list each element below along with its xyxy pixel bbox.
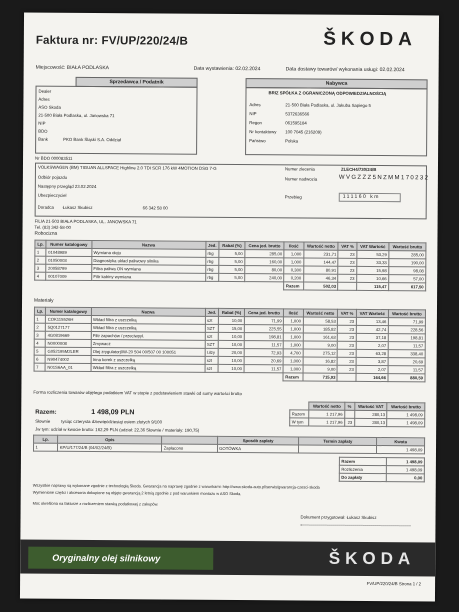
cell: 23 xyxy=(338,349,356,357)
buyer-nip: 5372636566 xyxy=(285,111,310,117)
skoda-logo: ŠKODA xyxy=(323,28,417,51)
cell: 42,74 xyxy=(356,325,388,333)
oil-banner-text: Oryginalny olej silnikowy xyxy=(28,547,213,570)
footer-note-2: Wymienione części i akcesoria dokupione są objęte gwarancją 2 letnią zgodnie z pod warunkiem montażu w ASO Skoda. xyxy=(32,489,242,497)
cell: 23 xyxy=(338,258,356,266)
cell: 1,000 xyxy=(284,317,303,325)
cell: 11,57 xyxy=(244,365,283,373)
cell: 1,000 xyxy=(284,250,303,258)
cell: 198,81 xyxy=(244,333,283,341)
labour-table xyxy=(34,240,426,292)
cell: Wymiana oleju xyxy=(91,249,205,258)
issue-date: Data wystawienia: 02.02.2024 xyxy=(193,65,261,73)
cell: Wkład filtra z uszczelką xyxy=(91,316,205,325)
cell: 5,00 xyxy=(219,273,245,281)
cell: 10,00 xyxy=(218,364,244,372)
cell: 5,00 xyxy=(219,249,245,257)
cell: Olej zrygulatorj0W-20 504 00/507 00 100051 xyxy=(91,348,205,357)
cell: rbg xyxy=(205,273,219,281)
materials-sum-net: 715,93 xyxy=(303,373,338,381)
pay-col-method: Sposób zapłaty xyxy=(217,436,299,445)
footer-note-3: Moc określona na fakturze z rozliczeniem stawką podatkowej z zakupów. xyxy=(32,500,159,507)
signature-line xyxy=(300,525,410,527)
cell: szt xyxy=(205,316,219,324)
cell: 15,00 xyxy=(219,324,245,332)
page-footer: FV/UP/220/24/B Strona 1 / 2 xyxy=(366,580,422,587)
cell: 6 xyxy=(34,355,45,363)
vin: WVGZZZ5NZMM170232 xyxy=(338,174,430,182)
client-phone: Tel. (83) 342-58-00 xyxy=(34,224,71,230)
cell: 198,81 xyxy=(388,334,425,342)
cell: 9,00 xyxy=(303,341,338,349)
totals-corner xyxy=(290,402,309,410)
table-row xyxy=(33,443,424,454)
cell: 1 217,96 xyxy=(309,410,345,418)
buyer-country: Polska xyxy=(285,138,299,144)
cell: 3 xyxy=(35,264,46,272)
cell: 37,18 xyxy=(356,333,388,341)
buyer-box xyxy=(245,87,427,156)
col-gross: Wartość brutto xyxy=(389,243,426,251)
cell: 1 498,09 xyxy=(387,419,425,427)
mileage: 111160 km xyxy=(342,193,380,201)
materials-sum-vat: 164,66 xyxy=(356,373,388,381)
cell: 20058799 xyxy=(46,264,91,272)
mileage-label: Przebieg xyxy=(284,194,302,200)
advisor-label: Doradca xyxy=(37,204,54,210)
cell: 1,000 xyxy=(284,258,303,266)
col-vat-rate: VAT % xyxy=(338,309,356,317)
totals-col-net: Wartość netto xyxy=(309,402,345,410)
in-words-label: Słownie xyxy=(35,418,51,424)
col-vat-value: VAT Wartość xyxy=(356,309,388,317)
to-pay-label: Razem: xyxy=(35,409,57,416)
materials-sum-gross: 880,59 xyxy=(388,374,425,382)
labour-sum-vat: 115,47 xyxy=(356,282,388,290)
cell: szt xyxy=(205,356,219,364)
seller-line-7: Bank xyxy=(38,136,48,142)
buyer-country-label: Państwo xyxy=(249,138,266,144)
cell: rbg xyxy=(205,249,219,257)
vehicle-model: VOLKSWAGEN (BM) TIGUAN ALLSPACE Highline 2.0 TDI SCR 176 kW 4MOTION DSG 7-G xyxy=(37,164,217,171)
labour-sum-gross: 617,50 xyxy=(389,283,426,291)
place: Miejscowość: BIAŁA PODLASKA xyxy=(35,64,110,72)
cell: 72,93 xyxy=(244,349,283,357)
cell: 23 xyxy=(345,418,355,426)
cell: Inna korek z uszczelką xyxy=(91,356,205,365)
cell: l.ilzy xyxy=(205,348,219,356)
advisor-phone: 66 342 58 00 xyxy=(142,205,168,211)
cell: 10,00 xyxy=(219,316,245,324)
cell: 280,13 xyxy=(354,418,387,426)
order-number: ZLECH4/730/24/B xyxy=(340,166,377,173)
cell: 71,99 xyxy=(244,317,283,325)
cell: 1 498,09 xyxy=(387,458,425,466)
cell: 4 xyxy=(34,339,45,347)
cell: 01050003 xyxy=(46,256,91,264)
buyer-address-label: Adres xyxy=(249,102,261,108)
cell: 80,91 xyxy=(303,266,338,274)
totals-table xyxy=(289,401,425,427)
cell: 185,82 xyxy=(303,325,338,333)
col-catalog: Numer katalogowy xyxy=(46,240,91,248)
col-qty: Ilość xyxy=(284,309,303,317)
cell: 1 xyxy=(35,248,46,256)
cell: Zapłacono xyxy=(162,444,218,452)
cell: 231,71 xyxy=(303,250,338,258)
pay-col-amount: Kwota xyxy=(377,438,425,446)
vat-note: Forma rozliczenia towarów objętego podatkiem VAT w stopie z podstawieniem stawki od sumy wartości brutto xyxy=(33,389,242,397)
cell: Filtr kabiny wymiana xyxy=(91,273,205,282)
col-name: Nazwa xyxy=(91,308,205,317)
cell: 240,00 xyxy=(245,274,284,282)
cell: N01S6AA_01 xyxy=(45,363,90,371)
buyer-header: Nabywca xyxy=(246,78,428,89)
cell: 20,00 xyxy=(218,348,244,356)
cell: 338,40 xyxy=(388,350,425,358)
client-note: FILIA 21-503 BIAŁA PODLASKA, UL. JANOWSKA 71 xyxy=(34,218,137,225)
col-gross: Wartość brutto xyxy=(388,310,425,318)
cell: 23 xyxy=(337,365,355,373)
pay-col-desc: Opis xyxy=(58,435,162,444)
cell: 01048989 xyxy=(46,248,91,256)
labour-sum-row xyxy=(35,280,426,291)
cell: 1,000 xyxy=(284,333,303,341)
cell: 1 217,96 xyxy=(309,418,345,426)
cell: 275,12 xyxy=(303,349,338,357)
seller-bdo: Nr BDO 000083511 xyxy=(35,155,73,161)
cell: Filtra paliwa ON wymiana xyxy=(91,265,205,274)
cell: Do zapłaty xyxy=(339,473,386,481)
seller-line-6: BDO xyxy=(38,128,48,134)
cell: 23 xyxy=(338,325,356,333)
col-price: Cena jed. brutto xyxy=(244,309,283,317)
cell: Razem xyxy=(339,457,386,465)
totals-col-vat: Wartość VAT xyxy=(354,402,387,410)
cell: 285,00 xyxy=(245,250,284,258)
seller-box xyxy=(35,86,197,155)
vin-label: Numer nadwozia xyxy=(284,176,318,182)
col-vat-value: VAT Wartość xyxy=(357,242,389,250)
cell: 23 xyxy=(338,333,356,341)
seller-line-2: Adres xyxy=(38,96,50,102)
cell: 2,07 xyxy=(356,365,388,373)
cell: 4,700 xyxy=(283,349,302,357)
col-lp: Lp. xyxy=(35,240,46,248)
cell: 53,29 xyxy=(357,250,389,258)
cell: 1 498,09 xyxy=(387,466,425,474)
labour-sum-label: Razem xyxy=(284,282,303,290)
buyer-address: 21-500 Biała Podlaska, ul. Jakuba Sapiego 5 xyxy=(285,102,371,108)
cell: 23 xyxy=(338,250,356,258)
cell: 2 xyxy=(35,256,46,264)
buyer-regon-label: Regon xyxy=(249,120,262,126)
order-label: Numer zlecenia xyxy=(284,166,315,172)
col-vat-rate: VAT % xyxy=(338,242,356,250)
cell: 1 498,09 xyxy=(387,411,425,419)
next-service-label: Następny przegląd xyxy=(37,183,74,189)
insurer-label: Ubezpieczyciel xyxy=(37,192,67,198)
cell: 160,00 xyxy=(245,258,284,266)
cell: 0,300 xyxy=(284,266,303,274)
cell: 10,00 xyxy=(218,356,244,364)
invoice-title: Faktura nr: FV/UP/220/24/B xyxy=(35,34,189,48)
cell: 0,200 xyxy=(284,274,303,282)
cell: 57,00 xyxy=(389,275,426,283)
seller-line-5: NIP xyxy=(38,120,46,126)
cell: G052195M2LER xyxy=(45,347,90,355)
cell: 23 xyxy=(338,266,356,274)
cell: 161,63 xyxy=(303,333,338,341)
cell: 11,57 xyxy=(388,342,425,350)
cell: 23 xyxy=(338,341,356,349)
cell: SZT xyxy=(205,340,219,348)
col-catalog: Numer katalogowy xyxy=(46,307,91,315)
advisor-name: Łukasz Skubisz xyxy=(62,204,93,211)
buyer-nip-label: NIP xyxy=(249,111,257,117)
cell: 71,99 xyxy=(388,318,425,326)
labour-sum-net: 502,03 xyxy=(303,282,338,290)
cell: 190,00 xyxy=(389,259,426,267)
cell: 1 498,09 xyxy=(377,446,425,454)
cell xyxy=(299,445,377,454)
cell: 98,08 xyxy=(389,267,426,275)
cell: 9,00 xyxy=(303,365,338,373)
cell: 1,000 xyxy=(283,357,302,365)
col-net: Wartość netto xyxy=(303,309,338,317)
cell: 00107009 xyxy=(46,272,91,280)
in-words: tysiąc czterysta dziewięćdziesiąt osiem złotych 9/100 xyxy=(61,418,162,425)
cell: 144,47 xyxy=(303,258,338,266)
cell: 228,56 xyxy=(388,326,425,334)
cell xyxy=(345,410,355,418)
seller-line-8: PKO Bank Śląski S.A. Oddział xyxy=(63,136,121,143)
cell: Razem xyxy=(290,410,309,418)
cell: Wkład filtra z uszczelką xyxy=(91,324,205,333)
cell: 20,69 xyxy=(388,358,425,366)
cell: GOTÓWKA xyxy=(217,444,299,453)
cell: rbg xyxy=(205,257,219,265)
cell: 280,13 xyxy=(354,410,387,418)
cell: N90474002 xyxy=(45,355,90,363)
cell: W tym xyxy=(290,418,309,426)
cell: 23 xyxy=(338,317,356,325)
labour-section-title: Robocizna xyxy=(34,231,58,237)
cell: rbg xyxy=(205,265,219,273)
cell: 5Q0127177 xyxy=(46,323,91,331)
cell: szt xyxy=(205,364,219,372)
totals-col-rate: % xyxy=(345,402,355,410)
cell: 1 xyxy=(33,443,57,451)
vat-line: Jw tym: udział w kwocie brutto: 162,29 PLN (udział: 22,36 Słownie / materiały: 190,75) xyxy=(35,426,200,433)
buyer-regon: 061595184 xyxy=(285,120,307,126)
cell: 1,000 xyxy=(284,341,303,349)
cell: Zmywacz xyxy=(91,340,205,349)
cell: 5 xyxy=(34,347,45,355)
cell: 33,33 xyxy=(357,258,389,266)
table-row xyxy=(290,418,425,427)
received-label: Odbiór pojazdu xyxy=(37,174,68,180)
cell: 80,00 xyxy=(245,266,284,274)
table-row xyxy=(339,473,424,482)
cell: 46,34 xyxy=(303,274,338,282)
cell: N0000008 xyxy=(46,339,91,347)
col-qty: Ilość xyxy=(284,242,303,250)
cell: 1,000 xyxy=(284,325,303,333)
issuer: Dokument przygotował: Łukasz Skubisz xyxy=(300,514,377,521)
cell: 23 xyxy=(338,274,356,282)
col-unit: Jed. xyxy=(206,241,220,249)
col-price: Cena jed. brutto xyxy=(245,242,284,250)
cell: Wkład filtra z uszczelką xyxy=(91,364,205,373)
buyer-name: BRIZ SPÓŁKA Z OGRANICZONĄ ODPOWIEDZIALNOŚCIĄ xyxy=(268,90,387,97)
cell: 285,00 xyxy=(389,251,426,259)
totals-col-gross: Wartość brutto xyxy=(387,403,425,411)
cell: 20,69 xyxy=(244,357,283,365)
cell: 10,00 xyxy=(218,340,244,348)
col-unit: Jed. xyxy=(205,308,219,316)
col-lp: Lp. xyxy=(34,307,45,315)
cell: 16,82 xyxy=(303,357,338,365)
col-net: Wartość netto xyxy=(303,242,338,250)
buyer-phone-label: Nr kontaktowy xyxy=(249,129,277,135)
cell: szt xyxy=(205,332,219,340)
cell: COK115526H xyxy=(46,315,91,323)
col-name: Nazwa xyxy=(92,241,206,250)
materials-table xyxy=(33,307,426,383)
materials-sum-label: Razem xyxy=(283,373,302,381)
cell: 11,57 xyxy=(244,341,283,349)
col-discount: Rabat (%) xyxy=(219,308,245,316)
cell: 1,000 xyxy=(283,365,302,373)
cell: 2,07 xyxy=(356,341,388,349)
cell: 4G0819669 xyxy=(46,331,91,339)
payment-table xyxy=(33,435,425,455)
pay-col-due: Termin zapłaty xyxy=(299,437,377,446)
cell: 10,66 xyxy=(356,274,388,282)
seller-line-3: ASO Skoda xyxy=(38,104,61,110)
seller-line-1: Dealer xyxy=(38,88,52,94)
cell: 63,28 xyxy=(356,349,388,357)
cell: 225,55 xyxy=(244,325,283,333)
cell: Filtr zapachów / przeciwpył. xyxy=(91,332,205,341)
cell: KP/U/177/24/B (04/02/24/B) xyxy=(58,443,162,452)
footer-note-1: Wszystkie naprawy są wykonane zgodnie z technologią Skoda. Gwarancja na naprawę zgodnie z warunkami: http://www.skoda-auto.pl/serwis/gwarancja-czesci-skoda xyxy=(32,482,320,490)
cell: 5,00 xyxy=(219,257,245,265)
invoice-page xyxy=(20,13,439,602)
seller-line-4: 21-500 Biała Podlaska, ul. Janowska 71 xyxy=(38,112,115,119)
next-service-date: 23.02.2024 xyxy=(74,183,97,190)
cell: 23 xyxy=(338,357,356,365)
cell: 2 xyxy=(34,323,45,331)
col-discount: Rabat (%) xyxy=(219,241,245,249)
cell: 3,87 xyxy=(356,357,388,365)
cell: 58,53 xyxy=(303,317,338,325)
cell: 1 xyxy=(34,315,45,323)
cell: 4 xyxy=(35,272,46,280)
cell: 3 xyxy=(34,331,45,339)
cell: SZT xyxy=(205,324,219,332)
to-pay-amount: 1 498,09 PLN xyxy=(91,409,135,417)
cell: 13,46 xyxy=(356,317,388,325)
materials-section-title: Materiały xyxy=(34,298,54,304)
cell: 0,00 xyxy=(387,474,425,482)
delivery-date: Data dostawy towarów/ wykonania usługi: 02.02.2024 xyxy=(285,66,405,74)
cell: Rozliczenia xyxy=(339,465,386,473)
pay-col-lp: Lp. xyxy=(34,435,58,443)
payment-summary xyxy=(339,457,425,483)
cell: 7 xyxy=(34,363,45,371)
banner-skoda-logo: ŠKODA xyxy=(328,548,416,569)
seller-header: Sprzedawca / Podatnik xyxy=(76,77,198,88)
cell: Diagnostyka układ paliwowy silnika xyxy=(91,257,205,266)
buyer-phone: 100 7045 (216209) xyxy=(285,129,322,135)
cell: 5,00 xyxy=(219,265,245,273)
materials-sum-row xyxy=(34,371,425,382)
cell: 11,57 xyxy=(388,366,425,374)
cell: 10,00 xyxy=(219,332,245,340)
cell: 15,98 xyxy=(356,266,388,274)
